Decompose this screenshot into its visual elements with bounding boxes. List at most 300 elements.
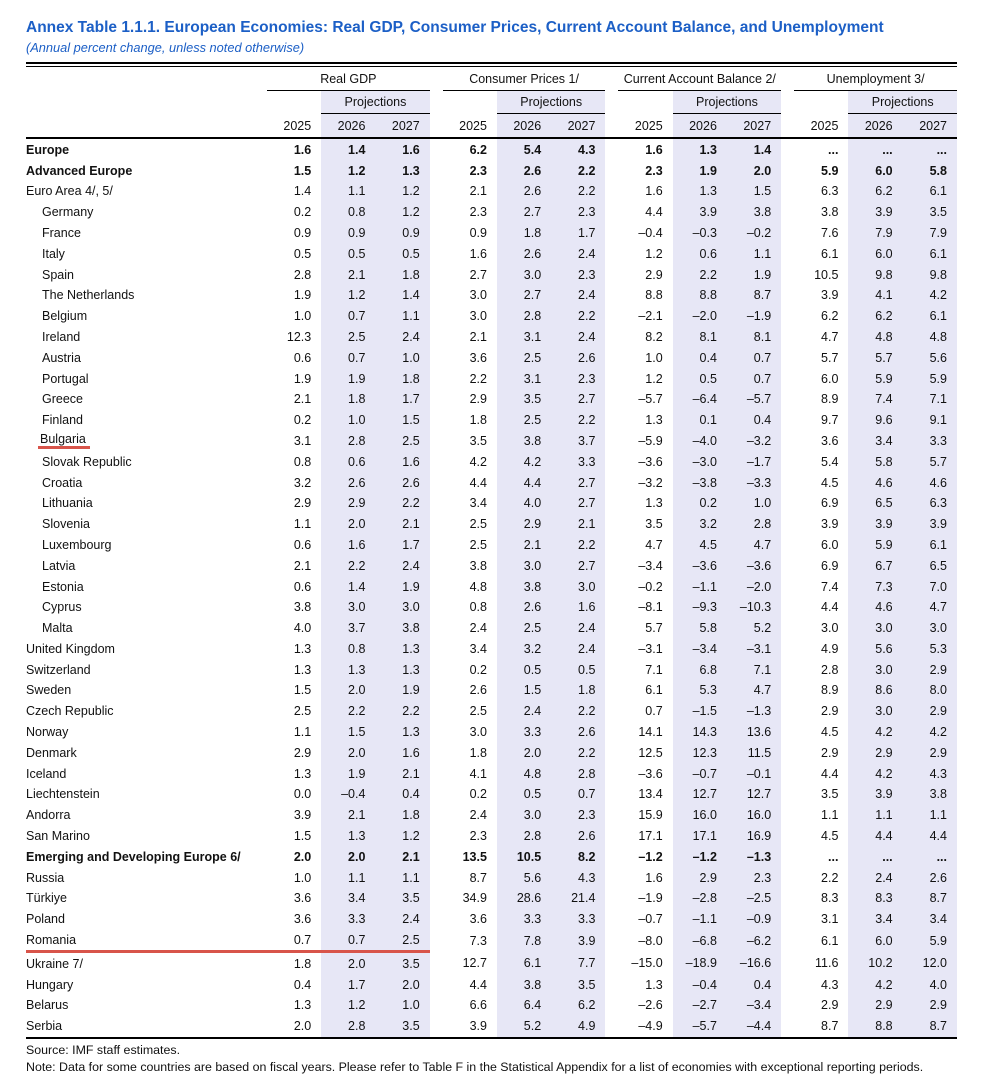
value-cell: 1.3 — [375, 659, 429, 680]
value-cell: 4.8 — [497, 763, 551, 784]
value-cell: 4.1 — [848, 285, 902, 306]
value-cell: 2.9 — [321, 493, 375, 514]
value-cell: 2.9 — [645, 267, 663, 282]
value-cell: 17.1 — [638, 829, 663, 844]
value-cell: 2.3 — [469, 205, 487, 220]
value-cell: –2.0 — [673, 306, 727, 327]
value-cell: 2.8 — [821, 662, 839, 677]
value-cell: 1.3 — [321, 659, 375, 680]
country-label: Luxembourg — [42, 537, 112, 552]
value-cell: 0.9 — [375, 223, 429, 244]
value-cell: 3.5 — [821, 787, 839, 802]
value-cell: 1.2 — [321, 285, 375, 306]
value-cell: 3.1 — [293, 433, 312, 448]
value-cell: 6.1 — [497, 952, 551, 974]
value-cell: 2.2 — [551, 160, 605, 181]
value-cell: 2.0 — [267, 1016, 321, 1038]
value-cell: 3.0 — [848, 618, 902, 639]
value-cell: 2.3 — [469, 829, 487, 844]
table-row — [26, 639, 957, 660]
value-cell: 6.7 — [848, 555, 902, 576]
value-cell: 1.6 — [375, 451, 429, 472]
country-label: Advanced Europe — [26, 163, 133, 178]
value-cell: 3.2 — [673, 514, 727, 535]
value-cell: 6.8 — [673, 659, 727, 680]
table-row — [26, 160, 957, 181]
country-label: Euro Area 4/, 5/ — [26, 184, 113, 199]
value-cell: 2.6 — [321, 472, 375, 493]
value-cell: 4.4 — [821, 766, 839, 781]
value-cell: 2.5 — [497, 410, 551, 431]
value-cell: 2.2 — [551, 742, 605, 763]
value-cell: 3.4 — [848, 431, 902, 452]
value-cell: 0.5 — [497, 784, 551, 805]
value-cell: 1.7 — [551, 223, 605, 244]
value-cell: –18.9 — [673, 952, 727, 974]
value-cell: –1.7 — [727, 451, 781, 472]
value-cell: –2.8 — [673, 888, 727, 909]
value-cell: 1.3 — [293, 998, 312, 1013]
value-cell: 3.8 — [469, 558, 487, 573]
value-cell: 4.5 — [821, 829, 839, 844]
value-cell: 3.0 — [848, 659, 902, 680]
value-cell: 4.4 — [469, 475, 487, 490]
value-cell: –1.1 — [673, 909, 727, 930]
table-row — [26, 389, 957, 410]
value-cell: 0.5 — [673, 368, 727, 389]
value-cell: 4.3 — [551, 867, 605, 888]
value-cell: 3.8 — [293, 600, 312, 615]
value-cell: 2.9 — [821, 998, 839, 1013]
value-cell: 2.8 — [727, 514, 781, 535]
value-cell: 3.8 — [375, 618, 429, 639]
country-label: Norway — [26, 725, 69, 740]
value-cell: 2.7 — [551, 389, 605, 410]
value-cell: 1.0 — [375, 347, 429, 368]
value-cell: 1.5 — [293, 683, 312, 698]
value-cell: 1.1 — [321, 181, 375, 202]
value-cell: 1.4 — [375, 285, 429, 306]
table-row — [26, 930, 957, 952]
value-cell: 1.3 — [375, 160, 429, 181]
value-cell: 16.0 — [727, 805, 781, 826]
value-cell: 1.3 — [321, 826, 375, 847]
value-cell: 5.7 — [821, 350, 839, 365]
value-cell: 1.1 — [293, 517, 312, 532]
value-cell: 12.7 — [727, 784, 781, 805]
value-cell: –3.4 — [727, 995, 781, 1016]
year-header: 2025 — [618, 114, 672, 139]
value-cell: 15.9 — [638, 808, 663, 823]
value-cell: 2.3 — [551, 264, 605, 285]
country-label: Sweden — [26, 683, 72, 698]
country-label: Finland — [42, 413, 83, 428]
table-row — [26, 555, 957, 576]
value-cell: –15.0 — [631, 956, 663, 971]
value-cell: 2.2 — [375, 493, 429, 514]
value-cell: 6.5 — [848, 493, 902, 514]
value-cell: 2.4 — [551, 285, 605, 306]
value-cell: 4.7 — [645, 537, 663, 552]
value-cell: ... — [848, 138, 902, 160]
value-cell: 2.5 — [321, 327, 375, 348]
value-cell: 0.7 — [321, 306, 375, 327]
table-subtitle: (Annual percent change, unless noted otherwise) — [26, 40, 305, 56]
group-title-row — [26, 67, 957, 91]
value-cell: –5.7 — [673, 1016, 727, 1038]
value-cell: 3.1 — [821, 912, 839, 927]
value-cell: 2.3 — [551, 202, 605, 223]
value-cell: 0.6 — [293, 537, 312, 552]
value-cell: 1.4 — [321, 138, 375, 160]
value-cell: –3.6 — [727, 555, 781, 576]
value-cell: 2.5 — [469, 517, 487, 532]
value-cell: 3.6 — [293, 891, 312, 906]
value-cell: 3.0 — [375, 597, 429, 618]
value-cell: –1.9 — [638, 891, 663, 906]
value-cell: 1.5 — [727, 181, 781, 202]
value-cell: 0.2 — [293, 413, 312, 428]
table-row — [26, 472, 957, 493]
value-cell: 4.1 — [469, 766, 487, 781]
value-cell: 7.9 — [848, 223, 902, 244]
value-cell: 6.3 — [821, 184, 839, 199]
value-cell: 4.0 — [293, 621, 312, 636]
value-cell: –1.2 — [638, 849, 663, 864]
value-cell: –1.2 — [673, 846, 727, 867]
value-cell: –3.1 — [727, 639, 781, 660]
value-cell: ... — [903, 846, 957, 867]
value-cell: 1.5 — [293, 829, 312, 844]
value-cell: 7.1 — [727, 659, 781, 680]
value-cell: 1.1 — [821, 808, 839, 823]
value-cell: 1.2 — [375, 826, 429, 847]
value-cell: 1.3 — [375, 639, 429, 660]
value-cell: 5.7 — [645, 621, 663, 636]
country-label: Andorra — [26, 808, 71, 823]
value-cell: 12.5 — [638, 745, 663, 760]
table-row — [26, 223, 957, 244]
value-cell: 5.7 — [848, 347, 902, 368]
year-header: 2027 — [903, 114, 957, 139]
table-row — [26, 826, 957, 847]
value-cell: –9.3 — [673, 597, 727, 618]
value-cell: –3.6 — [673, 555, 727, 576]
value-cell: 2.0 — [321, 952, 375, 974]
value-cell: 1.9 — [375, 680, 429, 701]
value-cell: 8.1 — [673, 327, 727, 348]
country-label: Greece — [42, 392, 83, 407]
value-cell: 7.0 — [903, 576, 957, 597]
value-cell: 6.2 — [821, 309, 839, 324]
table-row — [26, 597, 957, 618]
value-cell: 6.6 — [469, 998, 487, 1013]
country-label: Portugal — [42, 371, 89, 386]
value-cell: 1.6 — [293, 142, 312, 157]
value-cell: –1.9 — [727, 306, 781, 327]
value-cell: –10.3 — [727, 597, 781, 618]
value-cell: 1.2 — [645, 371, 663, 386]
value-cell: 4.2 — [469, 454, 487, 469]
value-cell: 1.0 — [375, 995, 429, 1016]
group-title-consumer-prices: Consumer Prices 1/ — [443, 67, 606, 91]
value-cell: 1.6 — [375, 138, 429, 160]
country-label: Ireland — [42, 329, 81, 344]
value-cell: 2.2 — [375, 701, 429, 722]
value-cell: 1.4 — [321, 576, 375, 597]
table-row — [26, 514, 957, 535]
value-cell: 0.7 — [321, 347, 375, 368]
value-cell: 2.8 — [321, 1016, 375, 1038]
value-cell: 1.1 — [293, 725, 312, 740]
value-cell: –6.2 — [727, 930, 781, 952]
value-cell: 3.9 — [848, 202, 902, 223]
value-cell: 4.5 — [821, 725, 839, 740]
value-cell: 8.2 — [645, 329, 663, 344]
value-cell: 4.3 — [551, 138, 605, 160]
table-body — [26, 138, 957, 1037]
value-cell: 1.9 — [321, 763, 375, 784]
value-cell: 0.5 — [293, 246, 312, 261]
value-cell: 2.0 — [321, 680, 375, 701]
value-cell: 11.6 — [815, 956, 839, 971]
value-cell: 1.3 — [673, 181, 727, 202]
country-label: Emerging and Developing Europe 6/ — [26, 849, 241, 864]
value-cell: 4.4 — [848, 826, 902, 847]
value-cell: 4.8 — [469, 579, 487, 594]
value-cell: –4.9 — [618, 1016, 672, 1038]
value-cell: 0.7 — [321, 930, 375, 952]
value-cell: 3.0 — [497, 264, 551, 285]
value-cell: 2.2 — [821, 870, 839, 885]
value-cell: 3.6 — [821, 433, 839, 448]
value-cell: 1.8 — [469, 413, 487, 428]
value-cell: 3.1 — [497, 327, 551, 348]
value-cell: 1.1 — [903, 805, 957, 826]
value-cell: 2.5 — [375, 930, 429, 952]
value-cell: 0.8 — [469, 600, 487, 615]
value-cell: 1.9 — [321, 368, 375, 389]
country-label: San Marino — [26, 829, 90, 844]
value-cell: 8.0 — [903, 680, 957, 701]
value-cell: 3.3 — [903, 431, 957, 452]
value-cell: 9.6 — [848, 410, 902, 431]
value-cell: 2.8 — [551, 763, 605, 784]
value-cell: 2.2 — [551, 701, 605, 722]
value-cell: 1.2 — [375, 202, 429, 223]
value-cell: 3.9 — [443, 1016, 497, 1038]
value-cell: 2.9 — [821, 704, 839, 719]
value-cell: 3.4 — [848, 909, 902, 930]
value-cell: 3.0 — [469, 288, 487, 303]
value-cell: 8.1 — [727, 327, 781, 348]
table-row — [26, 867, 957, 888]
table-title: Annex Table 1.1.1. European Economies: Real GDP, Consumer Prices, Current Account Balance, and Unemployment — [26, 19, 884, 36]
projections-label: Projections — [321, 91, 429, 114]
value-cell: –5.7 — [727, 389, 781, 410]
value-cell: 6.3 — [903, 493, 957, 514]
value-cell: –2.1 — [638, 309, 663, 324]
table-row — [26, 264, 957, 285]
value-cell: 5.4 — [821, 454, 839, 469]
value-cell: –3.6 — [638, 454, 663, 469]
value-cell: 2.8 — [497, 826, 551, 847]
value-cell: 6.1 — [903, 535, 957, 556]
country-label: Bulgaria — [26, 431, 267, 452]
value-cell: 6.0 — [821, 537, 839, 552]
table-row — [26, 368, 957, 389]
year-header: 2027 — [727, 114, 781, 139]
value-cell: 3.0 — [469, 725, 487, 740]
country-label: Croatia — [42, 475, 83, 490]
value-cell: 1.3 — [645, 977, 663, 992]
value-cell: 4.4 — [645, 205, 663, 220]
value-cell: ... — [903, 138, 957, 160]
value-cell: 0.4 — [727, 974, 781, 995]
value-cell: 8.7 — [903, 888, 957, 909]
value-cell: 0.4 — [727, 410, 781, 431]
value-cell: 3.5 — [497, 389, 551, 410]
value-cell: 3.5 — [375, 888, 429, 909]
value-cell: 2.1 — [497, 535, 551, 556]
table-header — [26, 67, 957, 138]
value-cell: 4.5 — [821, 475, 839, 490]
table-row — [26, 535, 957, 556]
value-cell: 8.7 — [727, 285, 781, 306]
value-cell: –1.3 — [727, 701, 781, 722]
value-cell: 2.8 — [321, 431, 375, 452]
value-cell: 6.1 — [903, 243, 957, 264]
value-cell: 7.7 — [551, 952, 605, 974]
value-cell: 0.8 — [293, 454, 312, 469]
value-cell: 3.9 — [821, 517, 839, 532]
value-cell: 0.2 — [673, 493, 727, 514]
value-cell: 1.1 — [375, 306, 429, 327]
value-cell: 2.6 — [903, 867, 957, 888]
value-cell: 8.6 — [848, 680, 902, 701]
value-cell: 3.5 — [469, 433, 487, 448]
value-cell: 1.9 — [293, 288, 312, 303]
source-note: Source: IMF staff estimates. — [26, 1042, 181, 1057]
value-cell: 3.7 — [551, 431, 605, 452]
value-cell: 2.9 — [497, 514, 551, 535]
value-cell: 4.9 — [551, 1016, 605, 1038]
value-cell: 2.2 — [551, 306, 605, 327]
value-cell: 6.1 — [821, 246, 839, 261]
value-cell: 2.1 — [469, 184, 487, 199]
value-cell: 1.1 — [375, 867, 429, 888]
value-cell: 2.4 — [375, 909, 429, 930]
value-cell: 2.7 — [469, 267, 487, 282]
economies-table — [26, 67, 957, 1038]
value-cell: 11.5 — [727, 742, 781, 763]
value-cell: 2.6 — [497, 181, 551, 202]
table-row — [26, 1016, 957, 1038]
country-label: Germany — [42, 205, 94, 220]
value-cell: 0.7 — [551, 784, 605, 805]
value-cell: 1.2 — [645, 246, 663, 261]
value-cell: 1.6 — [645, 142, 663, 157]
value-cell: 5.6 — [848, 639, 902, 660]
value-cell: 2.5 — [469, 537, 487, 552]
value-cell: 8.7 — [469, 870, 487, 885]
value-cell: 1.8 — [497, 223, 551, 244]
value-cell: 0.4 — [375, 784, 429, 805]
value-cell: –2.7 — [673, 995, 727, 1016]
value-cell: 4.4 — [821, 600, 839, 615]
fiscal-year-note: Note: Data for some countries are based on fiscal years. Please refer to Table F in the Statistical Appendix for a list of economies with exceptional reporting periods. — [26, 1060, 924, 1074]
value-cell: 2.4 — [551, 639, 605, 660]
value-cell: 2.7 — [551, 472, 605, 493]
value-cell: 2.9 — [903, 701, 957, 722]
value-cell: 2.2 — [551, 181, 605, 202]
value-cell: 2.0 — [497, 742, 551, 763]
value-cell: 3.0 — [497, 805, 551, 826]
value-cell: 2.4 — [551, 243, 605, 264]
value-cell: 7.4 — [821, 579, 839, 594]
value-cell: 1.2 — [321, 160, 375, 181]
value-cell: 6.9 — [821, 558, 839, 573]
value-cell: 2.9 — [903, 659, 957, 680]
value-cell: 4.5 — [673, 535, 727, 556]
table-row — [26, 451, 957, 472]
value-cell: 1.5 — [321, 722, 375, 743]
table-row — [26, 995, 957, 1016]
table-row — [26, 493, 957, 514]
value-cell: 5.9 — [848, 368, 902, 389]
group-title-current-account: Current Account Balance 2/ — [618, 67, 781, 91]
value-cell: 1.6 — [469, 246, 487, 261]
value-cell: 5.9 — [821, 163, 839, 178]
value-cell: 3.0 — [848, 701, 902, 722]
value-cell: ... — [828, 142, 839, 157]
country-label: Hungary — [26, 977, 74, 992]
value-cell: 1.8 — [293, 956, 312, 971]
country-label: Austria — [42, 350, 81, 365]
projections-label: Projections — [497, 91, 605, 114]
value-cell: –1.5 — [673, 701, 727, 722]
value-cell: 2.9 — [293, 496, 312, 511]
value-cell: 3.3 — [551, 451, 605, 472]
value-cell: 12.7 — [673, 784, 727, 805]
value-cell: 2.6 — [497, 243, 551, 264]
value-cell: –0.7 — [638, 912, 663, 927]
value-cell: 7.1 — [645, 662, 663, 677]
value-cell: 2.5 — [375, 431, 429, 452]
value-cell: –1.1 — [673, 576, 727, 597]
value-cell: 12.0 — [903, 952, 957, 974]
year-header: 2027 — [375, 114, 429, 139]
country-label: Malta — [42, 621, 73, 636]
year-header: 2025 — [443, 114, 497, 139]
value-cell: 2.3 — [551, 805, 605, 826]
value-cell: 3.4 — [469, 641, 487, 656]
value-cell: 2.9 — [673, 867, 727, 888]
value-cell: 1.8 — [321, 389, 375, 410]
value-cell: –2.5 — [727, 888, 781, 909]
value-cell: 4.2 — [848, 974, 902, 995]
year-header: 2026 — [321, 114, 375, 139]
country-label: Romania — [26, 930, 267, 952]
value-cell: 1.1 — [727, 243, 781, 264]
table-row — [26, 701, 957, 722]
value-cell: 4.8 — [903, 327, 957, 348]
value-cell: 6.5 — [903, 555, 957, 576]
country-label: Latvia — [42, 558, 76, 573]
value-cell: 6.0 — [848, 930, 902, 952]
value-cell: –0.4 — [321, 784, 375, 805]
group-title-real-gdp: Real GDP — [267, 67, 430, 91]
